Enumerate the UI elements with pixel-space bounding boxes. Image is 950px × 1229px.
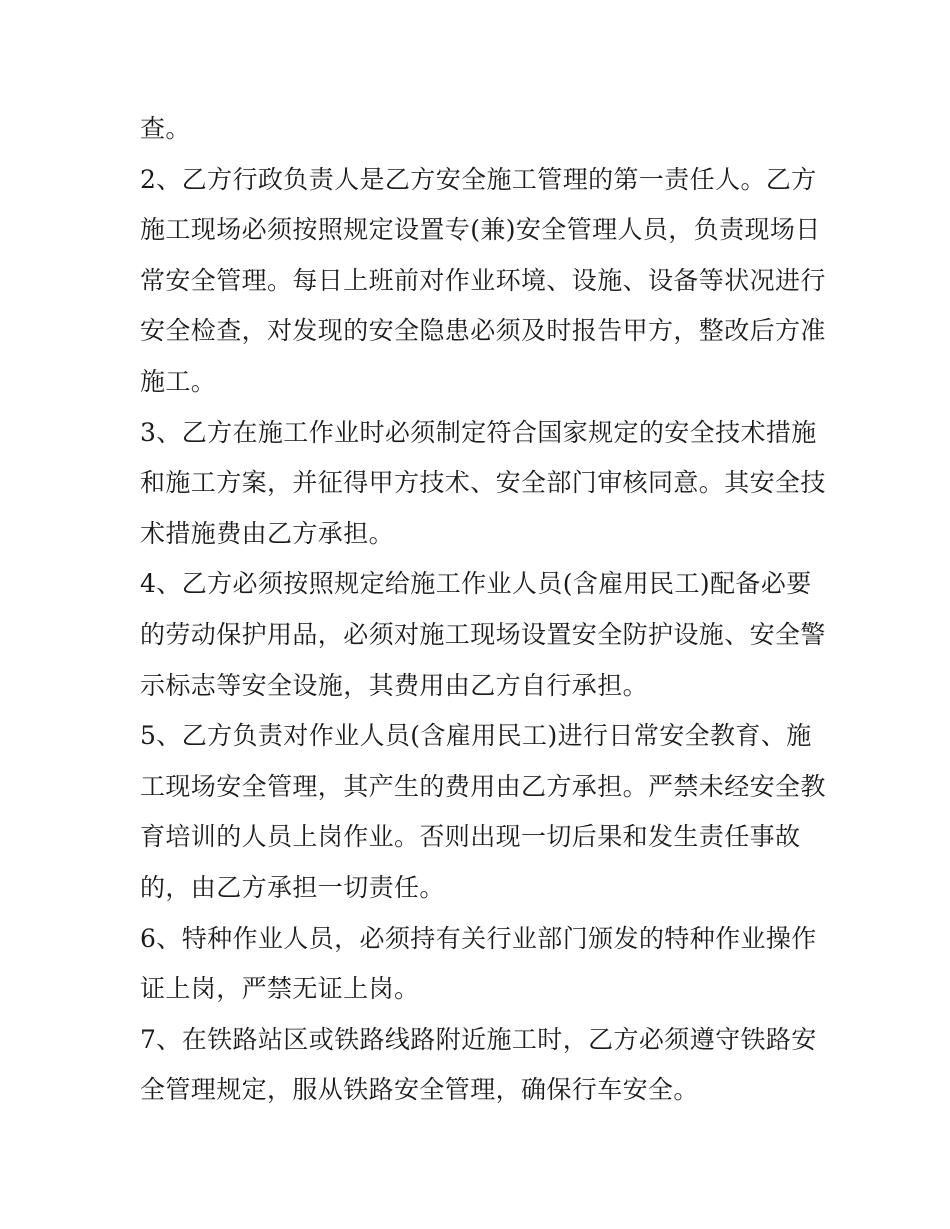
text-line: 的劳动保护用品，必须对施工现场设置安全防护设施、安全警 xyxy=(140,619,826,649)
text-line: 6、特种作业人员，必须持有关行业部门颁发的特种作业操作 xyxy=(140,923,817,953)
text-line: 和施工方案，并征得甲方技术、安全部门审核同意。其安全技 xyxy=(140,468,826,498)
text-line: 证上岗，严禁无证上岗。 xyxy=(140,974,420,1004)
text-line: 查。 xyxy=(140,114,191,143)
clause-6 xyxy=(140,914,820,1015)
text-line: 5、乙方负责对作业人员(含雇用民工)进行日常安全教育、施 xyxy=(140,721,812,751)
text-line: 4、乙方必须按照规定给施工作业人员(含雇用民工)配备必要 xyxy=(140,569,812,599)
clause-7 xyxy=(140,1015,820,1116)
clause-3 xyxy=(140,408,826,560)
text-line: 术措施费由乙方承担。 xyxy=(140,518,395,548)
text-line: 7、在铁路站区或铁路线路附近施工时，乙方必须遵守铁路安 xyxy=(140,1024,817,1054)
clause-5 xyxy=(140,711,826,913)
text-line: 全管理规定，服从铁路安全管理，确保行车安全。 xyxy=(140,1075,699,1105)
text-line: 3、乙方在施工作业时必须制定符合国家规定的安全技术措施 xyxy=(140,417,817,447)
clause-2 xyxy=(140,155,826,408)
paragraph-continuation xyxy=(140,104,820,155)
text-line: 工现场安全管理，其产生的费用由乙方承担。严禁未经安全教 xyxy=(140,771,826,801)
text-line: 的，由乙方承担一切责任。 xyxy=(140,872,445,902)
clause-4 xyxy=(140,559,826,711)
text-line: 常安全管理。每日上班前对作业环境、设施、设备等状况进行 xyxy=(140,265,826,295)
text-line: 示标志等安全设施，其费用由乙方自行承担。 xyxy=(140,670,649,700)
text-line: 2、乙方行政负责人是乙方安全施工管理的第一责任人。乙方 xyxy=(140,164,817,194)
text-line: 施工。 xyxy=(140,366,217,396)
text-line: 安全检查，对发现的安全隐患必须及时报告甲方，整改后方准 xyxy=(140,316,826,346)
text-line: 施工现场必须按照规定设置专(兼)安全管理人员，负责现场日 xyxy=(140,215,821,245)
text-line: 育培训的人员上岗作业。否则出现一切后果和发生责任事故 xyxy=(140,822,801,852)
document-body xyxy=(140,104,826,1116)
